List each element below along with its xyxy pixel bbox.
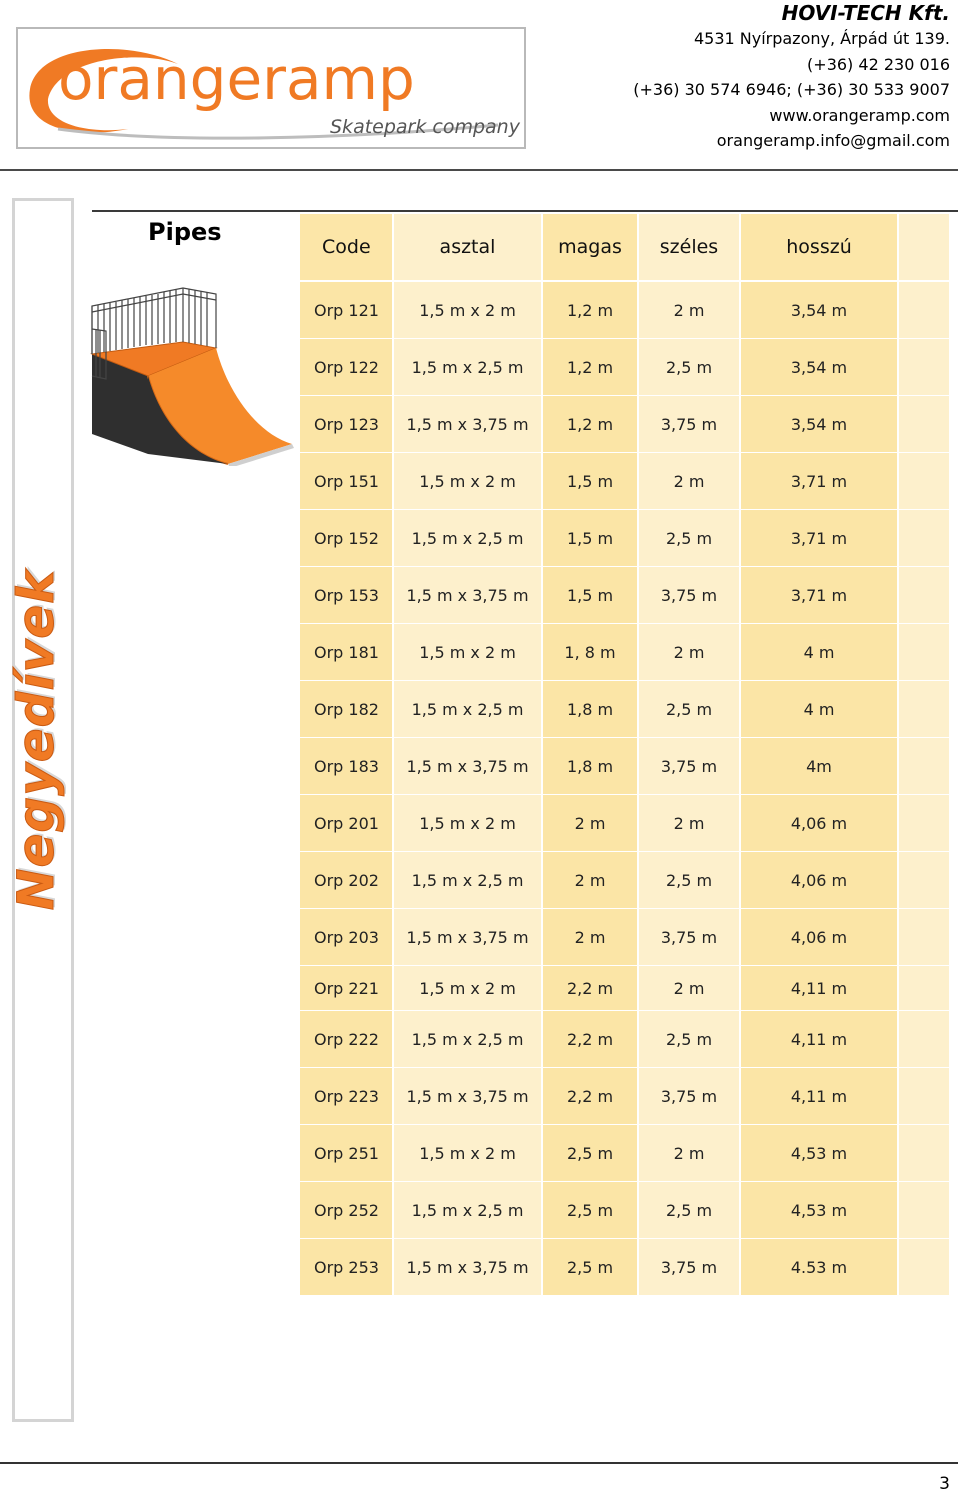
cell-szeles: 3,75 m — [639, 396, 739, 452]
cell-code: Orp 222 — [300, 1011, 392, 1067]
cell-asztal: 1,5 m x 3,75 m — [394, 1068, 541, 1124]
empty-cell — [899, 214, 949, 280]
cell-code: Orp 203 — [300, 909, 392, 965]
cell-asztal: 1,5 m x 2,5 m — [394, 1182, 541, 1238]
cell-magas: 1,5 m — [543, 567, 637, 623]
cell-asztal: 1,5 m x 2,5 m — [394, 681, 541, 737]
cell-szeles: 3,75 m — [639, 1239, 739, 1295]
empty-cell — [899, 1011, 949, 1067]
company-phone: (+36) 42 230 016 — [807, 54, 950, 74]
logo-wordmark: orangeramp — [58, 45, 415, 113]
footer-divider — [0, 1462, 958, 1464]
cell-hosszu: 4,06 m — [741, 909, 897, 965]
cell-code: Orp 121 — [300, 282, 392, 338]
empty-cell — [899, 1182, 949, 1238]
cell-asztal: 1,5 m x 2,5 m — [394, 510, 541, 566]
cell-szeles: 2 m — [639, 966, 739, 1010]
cell-magas: 1,2 m — [543, 396, 637, 452]
empty-cell — [899, 909, 949, 965]
company-logo — [16, 27, 526, 149]
cell-asztal: 1,5 m x 2 m — [394, 624, 541, 680]
empty-cell — [899, 339, 949, 395]
empty-cell — [899, 738, 949, 794]
cell-asztal: 1,5 m x 2 m — [394, 282, 541, 338]
table-title: Pipes — [148, 218, 222, 246]
cell-code: Orp 122 — [300, 339, 392, 395]
cell-hosszu: 4m — [741, 738, 897, 794]
company-email[interactable]: orangeramp.info@gmail.com — [716, 131, 950, 150]
cell-magas: 1,8 m — [543, 738, 637, 794]
cell-szeles: 3,75 m — [639, 1068, 739, 1124]
cell-magas: 1,2 m — [543, 339, 637, 395]
cell-code: Orp 151 — [300, 453, 392, 509]
cell-magas: 2,5 m — [543, 1125, 637, 1181]
cell-hosszu: 3,54 m — [741, 339, 897, 395]
cell-hosszu: 4 m — [741, 624, 897, 680]
empty-cell — [899, 282, 949, 338]
cell-hosszu: 3,71 m — [741, 567, 897, 623]
quarter-pipe-image — [88, 284, 298, 466]
cell-asztal: 1,5 m x 3,75 m — [394, 1239, 541, 1295]
cell-szeles: 2 m — [639, 624, 739, 680]
cell-hosszu: 4 m — [741, 681, 897, 737]
header-code: Code — [300, 214, 392, 280]
cell-magas: 2,5 m — [543, 1182, 637, 1238]
cell-asztal: 1,5 m x 2,5 m — [394, 852, 541, 908]
cell-szeles: 3,75 m — [639, 909, 739, 965]
cell-magas: 2,2 m — [543, 1068, 637, 1124]
company-info — [633, 0, 950, 154]
cell-hosszu: 4.53 m — [741, 1239, 897, 1295]
cell-hosszu: 4,11 m — [741, 1011, 897, 1067]
cell-magas: 1,2 m — [543, 282, 637, 338]
cell-szeles: 2,5 m — [639, 510, 739, 566]
empty-cell — [899, 1068, 949, 1124]
side-title-text: Negyedívek — [7, 569, 65, 911]
cell-magas: 2 m — [543, 909, 637, 965]
cell-asztal: 1,5 m x 2,5 m — [394, 339, 541, 395]
side-title — [7, 535, 67, 945]
cell-code: Orp 152 — [300, 510, 392, 566]
cell-magas: 2,2 m — [543, 1011, 637, 1067]
empty-cell — [899, 795, 949, 851]
cell-code: Orp 253 — [300, 1239, 392, 1295]
header-hosszu: hosszú — [741, 214, 897, 280]
cell-szeles: 3,75 m — [639, 567, 739, 623]
cell-code: Orp 123 — [300, 396, 392, 452]
cell-hosszu: 4,06 m — [741, 795, 897, 851]
cell-code: Orp 182 — [300, 681, 392, 737]
cell-asztal: 1,5 m x 3,75 m — [394, 396, 541, 452]
cell-code: Orp 221 — [300, 966, 392, 1010]
cell-asztal: 1,5 m x 2 m — [394, 1125, 541, 1181]
cell-hosszu: 4,53 m — [741, 1125, 897, 1181]
cell-hosszu: 4,11 m — [741, 1068, 897, 1124]
cell-hosszu: 3,71 m — [741, 510, 897, 566]
cell-magas: 1,5 m — [543, 510, 637, 566]
header-asztal: asztal — [394, 214, 541, 280]
empty-cell — [899, 567, 949, 623]
cell-code: Orp 251 — [300, 1125, 392, 1181]
cell-asztal: 1,5 m x 3,75 m — [394, 909, 541, 965]
cell-szeles: 2,5 m — [639, 1011, 739, 1067]
cell-asztal: 1,5 m x 2 m — [394, 966, 541, 1010]
cell-magas: 2,2 m — [543, 966, 637, 1010]
cell-szeles: 2 m — [639, 282, 739, 338]
cell-code: Orp 183 — [300, 738, 392, 794]
empty-cell — [899, 453, 949, 509]
cell-asztal: 1,5 m x 2,5 m — [394, 1011, 541, 1067]
empty-cell — [899, 510, 949, 566]
cell-code: Orp 153 — [300, 567, 392, 623]
empty-cell — [899, 852, 949, 908]
cell-szeles: 3,75 m — [639, 738, 739, 794]
cell-szeles: 2,5 m — [639, 681, 739, 737]
empty-cell — [899, 966, 949, 1010]
cell-hosszu: 3,71 m — [741, 453, 897, 509]
empty-cell — [899, 396, 949, 452]
cell-hosszu: 4,53 m — [741, 1182, 897, 1238]
empty-cell — [899, 1125, 949, 1181]
cell-code: Orp 201 — [300, 795, 392, 851]
cell-hosszu: 3,54 m — [741, 396, 897, 452]
cell-hosszu: 3,54 m — [741, 282, 897, 338]
empty-cell — [899, 624, 949, 680]
cell-szeles: 2,5 m — [639, 852, 739, 908]
cell-szeles: 2 m — [639, 795, 739, 851]
cell-szeles: 2,5 m — [639, 339, 739, 395]
header-divider — [0, 169, 958, 171]
cell-code: Orp 252 — [300, 1182, 392, 1238]
company-mobile: (+36) 30 574 6946; (+36) 30 533 9007 — [633, 80, 950, 99]
logo-graphic — [18, 29, 524, 147]
cell-code: Orp 181 — [300, 624, 392, 680]
header-szeles: széles — [639, 214, 739, 280]
cell-szeles: 2 m — [639, 1125, 739, 1181]
cell-hosszu: 4,11 m — [741, 966, 897, 1010]
header-magas: magas — [543, 214, 637, 280]
page-number: 3 — [939, 1474, 950, 1494]
cell-asztal: 1,5 m x 2 m — [394, 795, 541, 851]
cell-magas: 1,8 m — [543, 681, 637, 737]
cell-magas: 1, 8 m — [543, 624, 637, 680]
logo-tagline: Skatepark company — [330, 116, 520, 138]
cell-magas: 1,5 m — [543, 453, 637, 509]
empty-cell — [899, 681, 949, 737]
company-website[interactable]: www.orangeramp.com — [769, 105, 950, 125]
cell-szeles: 2 m — [639, 453, 739, 509]
cell-asztal: 1,5 m x 3,75 m — [394, 567, 541, 623]
company-address: 4531 Nyírpazony, Árpád út 139. — [693, 29, 950, 48]
cell-hosszu: 4,06 m — [741, 852, 897, 908]
table-top-rule — [92, 210, 958, 212]
cell-asztal: 1,5 m x 3,75 m — [394, 738, 541, 794]
cell-code: Orp 223 — [300, 1068, 392, 1124]
cell-magas: 2,5 m — [543, 1239, 637, 1295]
empty-cell — [899, 1239, 949, 1295]
company-name: HOVI-TECH Kft. — [781, 1, 950, 25]
cell-magas: 2 m — [543, 852, 637, 908]
cell-code: Orp 202 — [300, 852, 392, 908]
cell-szeles: 2,5 m — [639, 1182, 739, 1238]
cell-asztal: 1,5 m x 2 m — [394, 453, 541, 509]
cell-magas: 2 m — [543, 795, 637, 851]
